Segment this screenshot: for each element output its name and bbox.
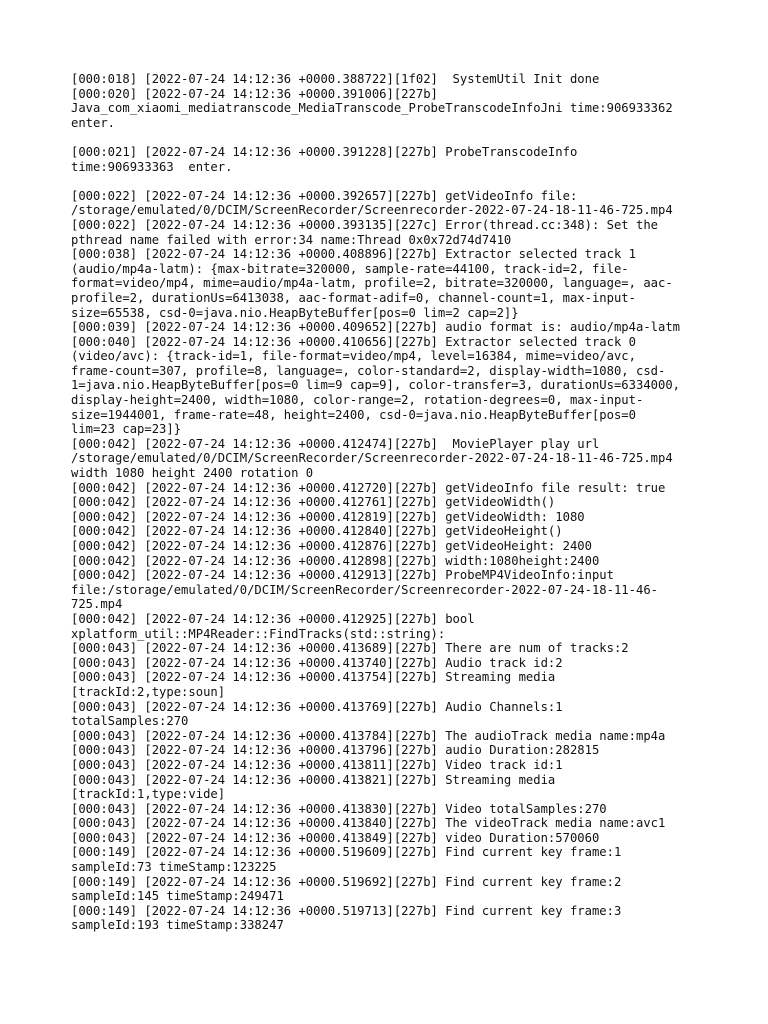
- log-line: [000:022] [2022-07-24 14:12:36 +0000.393135][227c] Error(thread.cc:348): Set the: [71, 217, 658, 232]
- log-line: [trackId:1,type:vide]: [71, 787, 226, 802]
- log-line: [000:040] [2022-07-24 14:12:36 +0000.410656][227b] Extractor selected track 0: [71, 334, 636, 349]
- log-line: enter.: [71, 115, 116, 130]
- log-line: [000:039] [2022-07-24 14:12:36 +0000.409652][227b] audio format is: audio/mp4a-latm: [71, 320, 681, 335]
- log-line: [000:149] [2022-07-24 14:12:36 +0000.519692][227b] Find current key frame:2: [71, 874, 622, 889]
- log-line: [000:042] [2022-07-24 14:12:36 +0000.412898][227b] width:1080height:2400: [71, 553, 600, 568]
- log-line: display-height=2400, width=1080, color-range=2, rotation-degrees=0, max-input-: [71, 393, 644, 408]
- log-line: [000:043] [2022-07-24 14:12:36 +0000.413796][227b] audio Duration:282815: [71, 743, 600, 758]
- log-line: [000:043] [2022-07-24 14:12:36 +0000.413784][227b] The audioTrack media name:mp4a: [71, 728, 666, 743]
- log-line: [000:043] [2022-07-24 14:12:36 +0000.413740][227b] Audio track id:2: [71, 655, 563, 670]
- log-line: time:906933363 enter.: [71, 159, 233, 174]
- log-line: xplatform_util::MP4Reader::FindTracks(std::string):: [71, 626, 446, 641]
- log-line: [000:043] [2022-07-24 14:12:36 +0000.413821][227b] Streaming media: [71, 772, 556, 787]
- log-line: [000:043] [2022-07-24 14:12:36 +0000.413849][227b] video Duration:570060: [71, 830, 600, 845]
- log-line: [000:042] [2022-07-24 14:12:36 +0000.412876][227b] getVideoHeight: 2400: [71, 539, 592, 553]
- log-line: [71, 174, 711, 189]
- log-line: [000:042] [2022-07-24 14:12:36 +0000.412840][227b] getVideoHeight(): [71, 524, 563, 539]
- log-line: [000:042] [2022-07-24 14:12:36 +0000.412819][227b] getVideoWidth: 1080: [71, 509, 585, 524]
- log-line: format=video/mp4, mime=audio/mp4a-latm, profile=2, bitrate=320000, language=, aac-: [71, 276, 673, 291]
- log-line: [000:043] [2022-07-24 14:12:36 +0000.413840][227b] The videoTrack media name:avc1: [71, 816, 666, 831]
- log-line: [71, 130, 711, 145]
- log-line: [trackId:2,type:soun]: [71, 684, 226, 699]
- log-line: 1=java.nio.HeapByteBuffer[pos=0 lim=9 cap=9], color-transfer=3, durationUs=6334000,: [71, 378, 681, 393]
- log-line: [000:043] [2022-07-24 14:12:36 +0000.413830][227b] Video totalSamples:270: [71, 801, 607, 816]
- log-line: /storage/emulated/0/DCIM/ScreenRecorder/Screenrecorder-2022-07-24-18-11-46-725.mp4: [71, 203, 673, 218]
- log-line: file:/storage/emulated/0/DCIM/ScreenRecorder/Screenrecorder-2022-07-24-18-11-46-: [71, 582, 658, 597]
- log-line: [000:043] [2022-07-24 14:12:36 +0000.413689][227b] There are num of tracks:2: [71, 641, 629, 656]
- log-line: [000:020] [2022-07-24 14:12:36 +0000.391006][227b]: [71, 86, 438, 101]
- log-line: Java_com_xiaomi_mediatranscode_MediaTranscode_ProbeTranscodeInfoJni time:906933362: [71, 101, 673, 116]
- log-line: [000:042] [2022-07-24 14:12:36 +0000.412913][227b] ProbeMP4VideoInfo:input: [71, 568, 614, 583]
- log-line: 725.mp4: [71, 597, 123, 612]
- log-line: size=65538, csd-0=java.nio.HeapByteBuffer[pos=0 lim=2 cap=2]}: [71, 305, 519, 320]
- log-line: [000:149] [2022-07-24 14:12:36 +0000.519713][227b] Find current key frame:3: [71, 903, 622, 918]
- log-line: [000:043] [2022-07-24 14:12:36 +0000.413769][227b] Audio Channels:1: [71, 699, 563, 714]
- log-text: [71, 72, 711, 933]
- log-line: [000:042] [2022-07-24 14:12:36 +0000.412925][227b] bool: [71, 611, 475, 626]
- log-line: [000:043] [2022-07-24 14:12:36 +0000.413754][227b] Streaming media: [71, 670, 556, 685]
- log-line: [000:149] [2022-07-24 14:12:36 +0000.519609][227b] Find current key frame:1: [71, 845, 622, 860]
- log-line: [000:043] [2022-07-24 14:12:36 +0000.413811][227b] Video track id:1: [71, 757, 563, 772]
- log-line: totalSamples:270: [71, 714, 189, 729]
- log-line: sampleId:73 timeStamp:123225: [71, 860, 277, 875]
- log-line: sampleId:145 timeStamp:249471: [71, 889, 284, 904]
- log-line: pthread name failed with error:34 name:Thread 0x0x72d74d7410: [71, 232, 512, 247]
- log-line: (audio/mp4a-latm): {max-bitrate=320000, sample-rate=44100, track-id=2, file-: [71, 261, 629, 276]
- log-line: [000:038] [2022-07-24 14:12:36 +0000.408896][227b] Extractor selected track 1: [71, 247, 636, 262]
- log-line: profile=2, durationUs=6413038, aac-format-adif=0, channel-count=1, max-input-: [71, 290, 636, 305]
- log-line: [000:022] [2022-07-24 14:12:36 +0000.392657][227b] getVideoInfo file:: [71, 188, 578, 203]
- log-line: [000:042] [2022-07-24 14:12:36 +0000.412761][227b] getVideoWidth(): [71, 495, 556, 510]
- log-line: frame-count=307, profile=8, language=, color-standard=2, display-width=1080, csd-: [71, 363, 666, 378]
- log-line: size=1944001, frame-rate=48, height=2400, csd-0=java.nio.HeapByteBuffer[pos=0: [71, 407, 636, 422]
- log-line: lim=23 cap=23]}: [71, 422, 182, 437]
- log-line: /storage/emulated/0/DCIM/ScreenRecorder/Screenrecorder-2022-07-24-18-11-46-725.mp4: [71, 451, 673, 466]
- log-line: (video/avc): {track-id=1, file-format=video/mp4, level=16384, mime=video/avc,: [71, 349, 636, 364]
- log-line: [000:021] [2022-07-24 14:12:36 +0000.391228][227b] ProbeTranscodeInfo: [71, 144, 578, 159]
- log-line: sampleId:193 timeStamp:338247: [71, 918, 284, 933]
- log-line: width 1080 height 2400 rotation 0: [71, 466, 314, 481]
- log-line: [000:042] [2022-07-24 14:12:36 +0000.412720][227b] getVideoInfo file result: true: [71, 480, 666, 495]
- log-line: [000:042] [2022-07-24 14:12:36 +0000.412474][227b] MoviePlayer play url: [71, 436, 600, 451]
- log-line: [000:018] [2022-07-24 14:12:36 +0000.388722][1f02] SystemUtil Init done: [71, 72, 600, 86]
